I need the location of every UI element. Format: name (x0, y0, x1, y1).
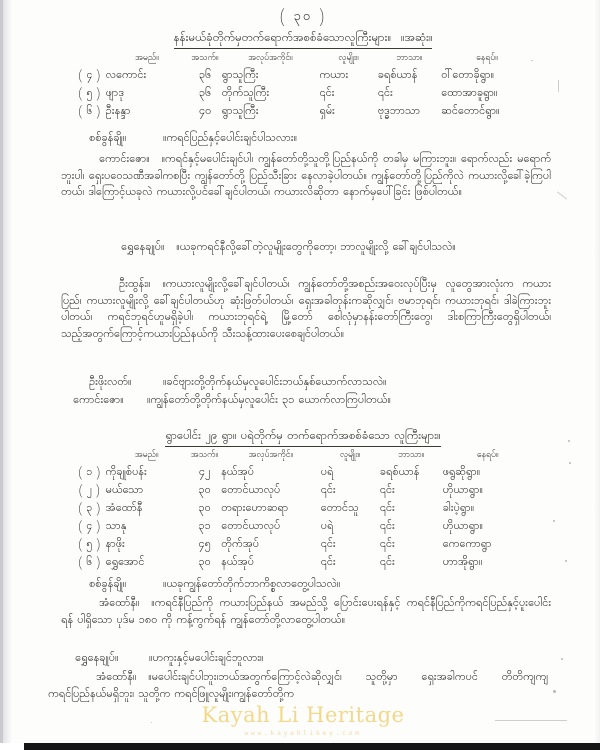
column-header-age: အသက်။ (190, 450, 219, 462)
scan-speck (569, 462, 571, 464)
speech-text: ။ဟကူးနှင့်မပေါင်းချင်ဘူလား။ (149, 651, 264, 667)
row-age: ၃၀ (198, 554, 211, 571)
section-1-title-text: နန်းမယ်ခုံတိုက်မှတက်ရောက်အစစ်ခံသောလူကြီးများ။ (173, 30, 391, 47)
row-index: ( ၄ ) (78, 520, 101, 536)
row-age: ၃၆ (198, 85, 212, 102)
row-ethnicity: ၎င်း (320, 554, 336, 571)
scan-hairline (558, 80, 559, 92)
scan-speck (553, 690, 556, 693)
row-index: ( ၄ ) (78, 69, 101, 85)
scan-gutter-left-edge (0, 0, 3, 750)
row-ethnicity: ၎င်း (320, 536, 336, 553)
row-index: ( ၅ ) (78, 538, 101, 554)
row-residence: ကေကောရွာ (442, 536, 492, 553)
row-index: ( ၂ ) (78, 484, 100, 500)
section-1-title-tail: ။အဆုံး။ (391, 30, 433, 49)
column-header-name: အမည်။ (135, 53, 159, 65)
speech-text: ။မပေါင်းချင်ပါဘူး၊ဘယ်အတွက်ကြောင့်လဲဆိုလျှင်၊ သူတို့မှာ ရှေးအခါကပင် တိတိကျကျ ကရင်ပြည်နယ်မရှိဘူး၊ သူတို့က ကရင်ဖြူလူမျိုး၊ကျွန်တော်တို့က (48, 670, 548, 703)
speech-text: ။ခင်ဗျားတို့တိုက်နယ်မှလူပေါင်းဘယ်နှစ်ယောက်လာသလဲ။ (163, 375, 387, 391)
dialogue-1-a2 (61, 240, 551, 257)
scan-bottom-edge (23, 743, 600, 750)
scan-hairline (557, 191, 567, 199)
column-header-occupation: အလုပ်အကိုင်။ (248, 450, 294, 462)
scan-bottom-edge-left (0, 743, 24, 750)
row-occupation: တိုက်အုပ် (221, 536, 259, 553)
row-index: ( ၅ ) (78, 87, 101, 103)
table-row (73, 519, 533, 537)
speaker-label: စစ်ခွန်ချို။ (89, 131, 127, 147)
speech-text: ။ကရင်နီပြည်ကို ကယားပြည်နယ် အမည်သို့ ပြောင်းပေးရန်နှင့် ကရင်နီပြည်ကိုကရင်ပြည်နှင့်ပူးပေါင်းရန် ပါရှိသော ပုဒ်မ ၁၈၀ ကို ကန့်ကွက်ရန် ကျွန်တော်တို့လာတွေ့ပါတယ်။ (61, 596, 551, 629)
speech-text: ။ယခုကရင်နီလို့ခေါ်တဲ့လူမျိုးတွေကိုတော့၊ ဘာလူမျိုးလို့ ခေါ်ချင်ပါသလဲ။ (176, 240, 456, 256)
column-header-ethnicity: လူမျိုး။ (340, 450, 361, 462)
page-content (13, 0, 593, 743)
row-occupation: တောင်ယာလုပ် (221, 518, 281, 535)
row-residence: ဟာအိုရွာ။ (442, 554, 483, 571)
row-residence: ဖရွဆိုရွာ။ (442, 465, 481, 481)
speech-text: ။ကရင်နှင့်မပေါင်းချင်ပါ၊ ကျွန်တော်တို့သူတို့ပြည်နယ်ကို တခါမှ မကြားဘူး။ ရောက်လည်း မရောက်ဘူးပါ၊ ရှေးပဝေသဏီအခါကစပြီး ကျွန်တော်တို့ ပြည်သီးခြား နေလာခဲ့ပါတယ်။ ကျွန်တော်တို့ပြည်ကိုလဲ ကယားလို့ခေါ်ခဲ့ကြပါတယ်၊ ဒါကြောင့်ယခုလဲ ကယားလို့ပင်ခေါ်ချင်ပါတယ်၊ ကယားလိဆိုတာ နောက်မှပေါ်ခြင်း ဖြစ်ပါတယ်။ (61, 152, 551, 202)
row-ethnicity: ၎င်း (320, 482, 336, 499)
row-index: ( ၁ ) (78, 466, 101, 482)
speech-text: ။ကရင်ပြည်နှင့်ပေါင်းချင်ပါသလား။ (163, 131, 297, 147)
table-row (73, 68, 533, 86)
row-occupation: တိုက်သူကြီး (221, 85, 270, 102)
speaker-label: အံထော်နီ။ (99, 596, 140, 612)
table-row (73, 555, 533, 573)
table-row (73, 465, 533, 483)
row-residence: ခါးပဲ့ရွာ။ (442, 500, 474, 517)
row-ethnicity: ကယား (319, 68, 349, 84)
table-row (73, 104, 533, 122)
dialogue-2-a2 (75, 651, 263, 668)
column-header-religion: ဘာသာ။ (396, 53, 423, 65)
row-name: ဖျာဒု (105, 85, 124, 102)
row-religion: ၎င်း (377, 85, 393, 102)
speaker-label: အံထော်နီ။ (96, 670, 137, 686)
speech-text: ။ကယားလူမျိုးလို့ခေါ်ချင်ပါတယ်၊ ကျွန်တော်တို့အစည်းအဝေးလုပ်ပြီးမှ လူတွေအားလုံးက ကယားပြည်၊ ကယားလူမျိုးလို့ ခေါ်ချင်ပါတယ်ဟု ဆုံးဖြတ်ပါတယ်၊ ရှေးအခါတုန်းကဆိုလျှင်၊ ဗမာဘုရင်၊ ကယားဘုရင်၊ ဒါခဲကြားဘူးပါတယ်၊ ကရင်ဘုရင်ဟူမရှိခဲ့ပါ၊ ကယားဘုရင်ရဲ့ မြို့တော် စေါလုံမှာနန်းတော်ကြီးတွေ၊ ဒါးစကြာကြီးတွေရှိပါတယ်၊ သည့်အတွက်ကြောင့်ကယားပြည်နယ်ကို သီးသန့်ထားပေးစေချင်ပါတယ်။ (61, 277, 551, 344)
row-residence: ဟိုယာရွာ။ (442, 482, 483, 499)
row-name: မယ်သော (105, 482, 144, 499)
row-ethnicity: ပရဲ (320, 465, 334, 481)
row-religion: ၎င်း (379, 554, 395, 571)
speech-text: ။ကျွန်တော်တို့တိုက်နယ်မှလူပေါင်း ၃၁ ယောက်လာကြပါတယ်။ (147, 393, 391, 409)
row-age: ၃၆ (198, 68, 212, 84)
roster-table-1 (73, 53, 533, 122)
row-age: ၄၅ (198, 536, 211, 553)
roster-table-2 (73, 450, 533, 573)
scan-speck (151, 722, 152, 723)
row-religion: ၎င်း (379, 482, 395, 499)
scan-speck (531, 60, 533, 61)
row-religion: ဗုဒ္ဓဘာသာ (377, 103, 421, 120)
column-header-age: အသက်။ (191, 53, 219, 65)
row-index: ( ၃ ) (78, 502, 101, 518)
row-name: အံထော်နီ (105, 500, 143, 517)
row-religion: ခရစ်ယာန် (377, 68, 418, 84)
column-header-ethnicity: လူမျိုး။ (338, 53, 359, 65)
row-residence: ဟိုယာရွာ။ (442, 518, 483, 535)
row-occupation: တရားဟောဆရာ (221, 500, 289, 517)
row-index: ( ၆ ) (78, 556, 101, 572)
table-row (73, 483, 533, 501)
row-occupation: နယ်အုပ် (221, 465, 254, 481)
column-header-name: အမည်။ (134, 450, 159, 462)
column-header-religion: ဘာသာ။ (398, 450, 425, 462)
scan-speck (565, 560, 567, 562)
row-religion: ခရစ်ယာန် (379, 465, 420, 481)
row-name: လကောင်း (105, 68, 147, 84)
row-age: ၃၀ (198, 500, 211, 517)
column-header-index (73, 53, 106, 68)
row-index: ( ၆ ) (78, 105, 101, 121)
page-number: ( ၃၀ ) (279, 8, 327, 27)
table-header-row (73, 450, 533, 465)
speaker-label: ဦးထွန်း။ (119, 277, 151, 293)
scan-speck (553, 520, 555, 522)
column-header-occupation: အလုပ်အကိုင်။ (248, 53, 293, 65)
row-occupation: ရွာသူကြီး (221, 68, 259, 84)
row-age: ၃၁ (198, 518, 211, 535)
watermark-title: Kayah Li Heritage (201, 703, 405, 727)
row-ethnicity: တောင်သူ (320, 500, 359, 517)
scan-speck (568, 440, 570, 442)
speaker-label: ကောင်းဇော။ (73, 393, 124, 409)
row-ethnicity: ရှမ်း (319, 103, 335, 120)
column-header-residence: နေရပ်။ (476, 53, 498, 65)
dialogue-2-a3 (48, 670, 548, 703)
row-age: ၄၂ (198, 465, 211, 481)
speaker-label: စစ်ခွန်ချို။ (89, 577, 127, 593)
table-row (73, 537, 533, 555)
row-religion: ၎င်း (379, 518, 395, 535)
speech-text: ။ယခုကျွန်တော်တိုက်ဘာကိစ္စလာတွေ့ပါသလဲ။ (163, 577, 341, 593)
column-header-index (73, 450, 106, 465)
row-residence: ဝါ်တောခိုရွာ။ (441, 68, 494, 84)
row-residence: ထောအာခူရွာ။ (441, 85, 498, 102)
dialogue-1-a3 (61, 277, 551, 344)
row-occupation: ရွာသူကြီး (221, 103, 259, 120)
dialogue-2-q1 (89, 577, 340, 594)
section-2-title (13, 428, 593, 445)
speaker-label: ရွှေနေချုပ်။ (121, 240, 165, 256)
dialogue-2-a1 (61, 596, 551, 629)
row-residence: ဆင်တောင်ရွာ။ (441, 103, 500, 120)
row-name: ဦးနန္ဒာ (105, 103, 131, 120)
table-row (73, 501, 533, 519)
watermark-url: www.kayahlikey.com (244, 729, 362, 737)
row-religion: ၎င်း (379, 536, 395, 553)
row-age: ၄၀ (198, 103, 212, 120)
row-name: ရွှေအောင် (105, 554, 145, 571)
row-occupation: တောင်ယာလုပ် (221, 482, 281, 499)
row-ethnicity: ၎င်း (319, 85, 335, 102)
table-header-row (73, 53, 533, 68)
row-name: ကိုချုစ်ပန်း (105, 465, 147, 481)
scan-hairline (495, 720, 567, 721)
dialogue-1-a5 (73, 393, 391, 410)
section-2-title-text: ရွာပေါင်း ၂၉ ရွာ။ ပရဲတိုက်မှ တက်ရောက်အစစ်ခံသော လူကြီးများ။ (165, 428, 441, 445)
dialogue-1-a1 (61, 152, 551, 202)
column-header-residence: နေရပ်။ (477, 450, 499, 462)
section-1-title (13, 30, 593, 47)
dialogue-1-q1 (89, 131, 297, 148)
speaker-label: ဦးဖိုးလတ်။ (89, 375, 132, 391)
scan-edge-right (593, 0, 600, 750)
scan-speck (561, 658, 563, 660)
row-age: ၃၀ (198, 482, 211, 499)
row-religion: ၎င်း (379, 500, 395, 517)
dialogue-1-a4 (89, 375, 386, 392)
row-occupation: နယ်အုပ် (221, 554, 254, 571)
row-ethnicity: ပရဲ (320, 518, 334, 535)
table-row (73, 86, 533, 104)
speaker-label: ရွှေနေချုပ်။ (75, 651, 119, 667)
row-name: နာဖိုး (105, 536, 125, 553)
speaker-label: ကောင်းဇော။ (99, 152, 150, 168)
row-name: သာနု (105, 518, 127, 535)
